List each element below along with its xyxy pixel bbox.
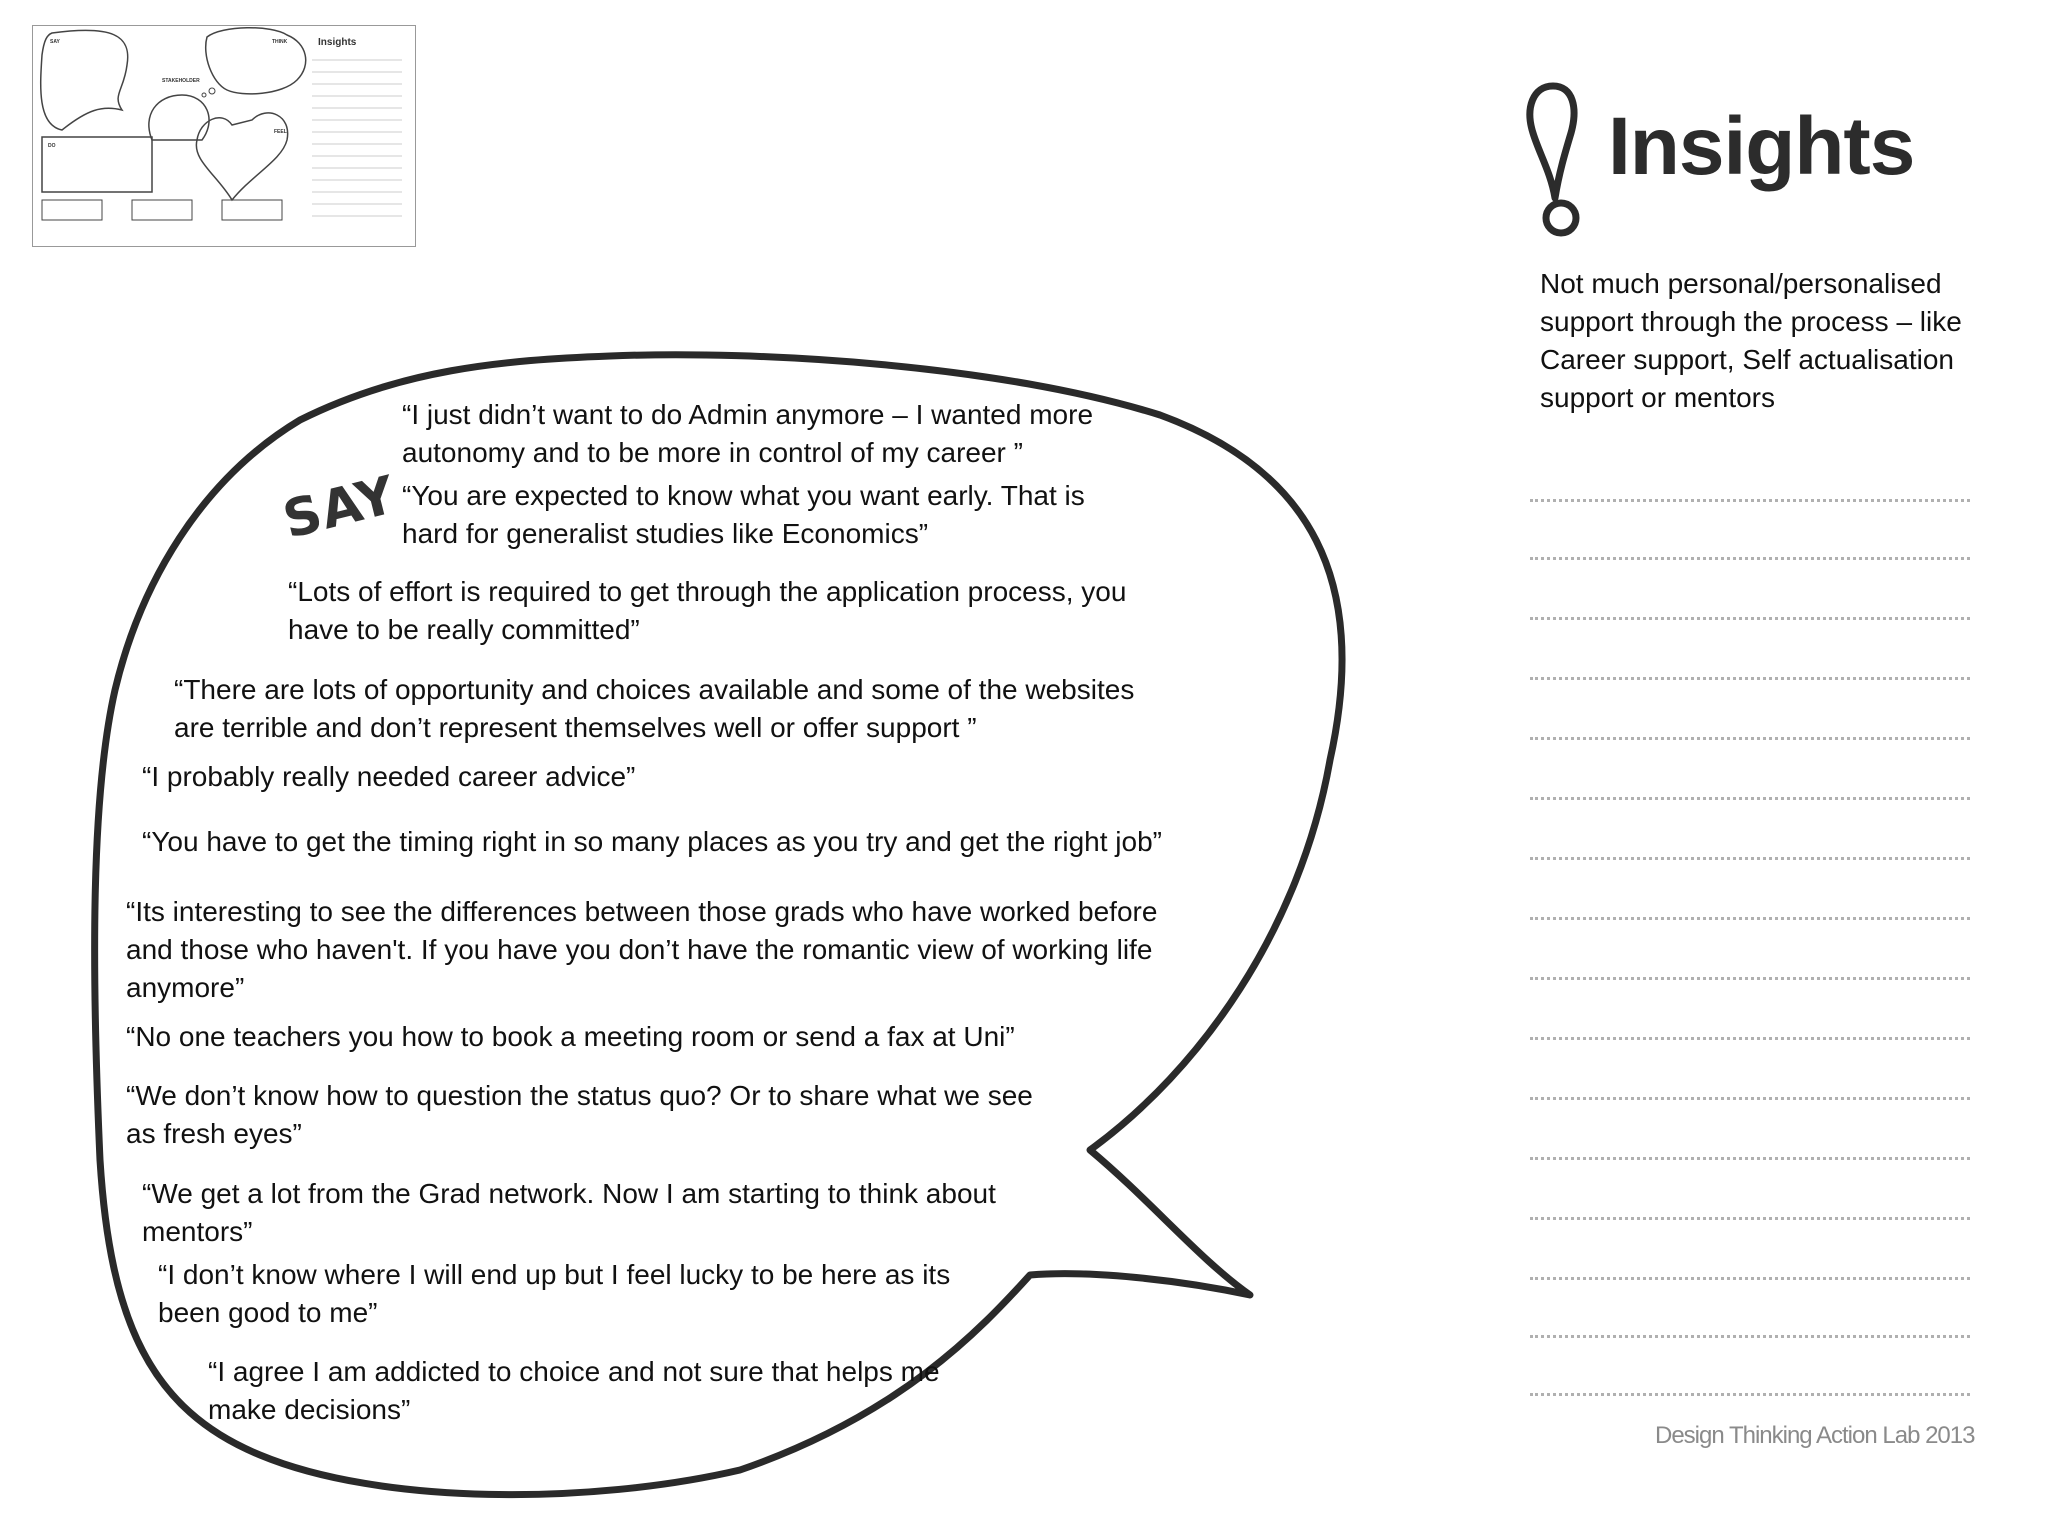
lightbulb-icon xyxy=(1523,78,1613,238)
say-quote: “Lots of effort is required to get through the application process, you have to be really committed” xyxy=(288,576,1127,645)
insight-writing-line xyxy=(1530,1393,1970,1396)
thumbnail-feel-label: FEEL xyxy=(274,129,287,135)
say-quote: “I don’t know where I will end up but I feel lucky to be here as its been good to me” xyxy=(158,1259,951,1328)
insights-title: Insights xyxy=(1608,101,1915,192)
thumbnail-insights-label: Insights xyxy=(318,37,357,48)
insight-writing-line xyxy=(1530,857,1970,860)
say-quote: “We don’t know how to question the status quo? Or to share what we see as fresh eyes” xyxy=(126,1080,1033,1149)
thumbnail-do-label: DO xyxy=(48,143,56,149)
insight-writing-line xyxy=(1530,977,1970,980)
say-quote: “You are expected to know what you want early. That is hard for generalist studies like Economics” xyxy=(402,480,1085,549)
insight-writing-line xyxy=(1530,737,1970,740)
say-quote: “We get a lot from the Grad network. Now I am starting to think about mentors” xyxy=(142,1178,996,1247)
insight-writing-line xyxy=(1530,557,1970,560)
thumbnail-think-label: THINK xyxy=(272,39,288,45)
say-section-label: SAY xyxy=(277,465,402,551)
insight-writing-line xyxy=(1530,917,1970,920)
footer-credit: Design Thinking Action Lab 2013 xyxy=(1655,1422,1975,1449)
say-quote: “I probably really needed career advice” xyxy=(142,761,636,792)
insight-writing-line xyxy=(1530,1217,1970,1220)
say-quote: “I agree I am addicted to choice and not sure that helps me make decisions” xyxy=(208,1356,940,1425)
insight-writing-line xyxy=(1530,677,1970,680)
insight-writing-line xyxy=(1530,1157,1970,1160)
say-quote: “You have to get the timing right in so many places as you try and get the right job” xyxy=(142,826,1162,857)
insight-writing-line xyxy=(1530,1335,1970,1338)
insight-note: Not much personal/personalised support through the process – like Career support, Self actualisation support or mentors xyxy=(1540,268,1962,413)
thumbnail-stakeholder-label: STAKEHOLDER xyxy=(162,78,200,84)
thumbnail-say-label: SAY xyxy=(50,39,60,45)
insight-writing-line xyxy=(1530,1277,1970,1280)
insight-writing-line xyxy=(1530,1037,1970,1040)
say-quote: “I just didn’t want to do Admin anymore – I wanted more autonomy and to be more in control of my career ” xyxy=(402,399,1094,468)
insight-writing-line xyxy=(1530,499,1970,502)
insight-writing-line xyxy=(1530,797,1970,800)
insight-writing-line xyxy=(1530,617,1970,620)
say-quote: “There are lots of opportunity and choices available and some of the websites are terrible and don’t represent themselves well or offer support ” xyxy=(174,674,1135,743)
insight-writing-line xyxy=(1530,1097,1970,1100)
say-quote: “Its interesting to see the differences between those grads who have worked before and those who haven't. If you have you don’t have the romantic view of working life anymore” xyxy=(126,896,1158,1003)
say-quote: “No one teachers you how to book a meeting room or send a fax at Uni” xyxy=(126,1021,1015,1052)
